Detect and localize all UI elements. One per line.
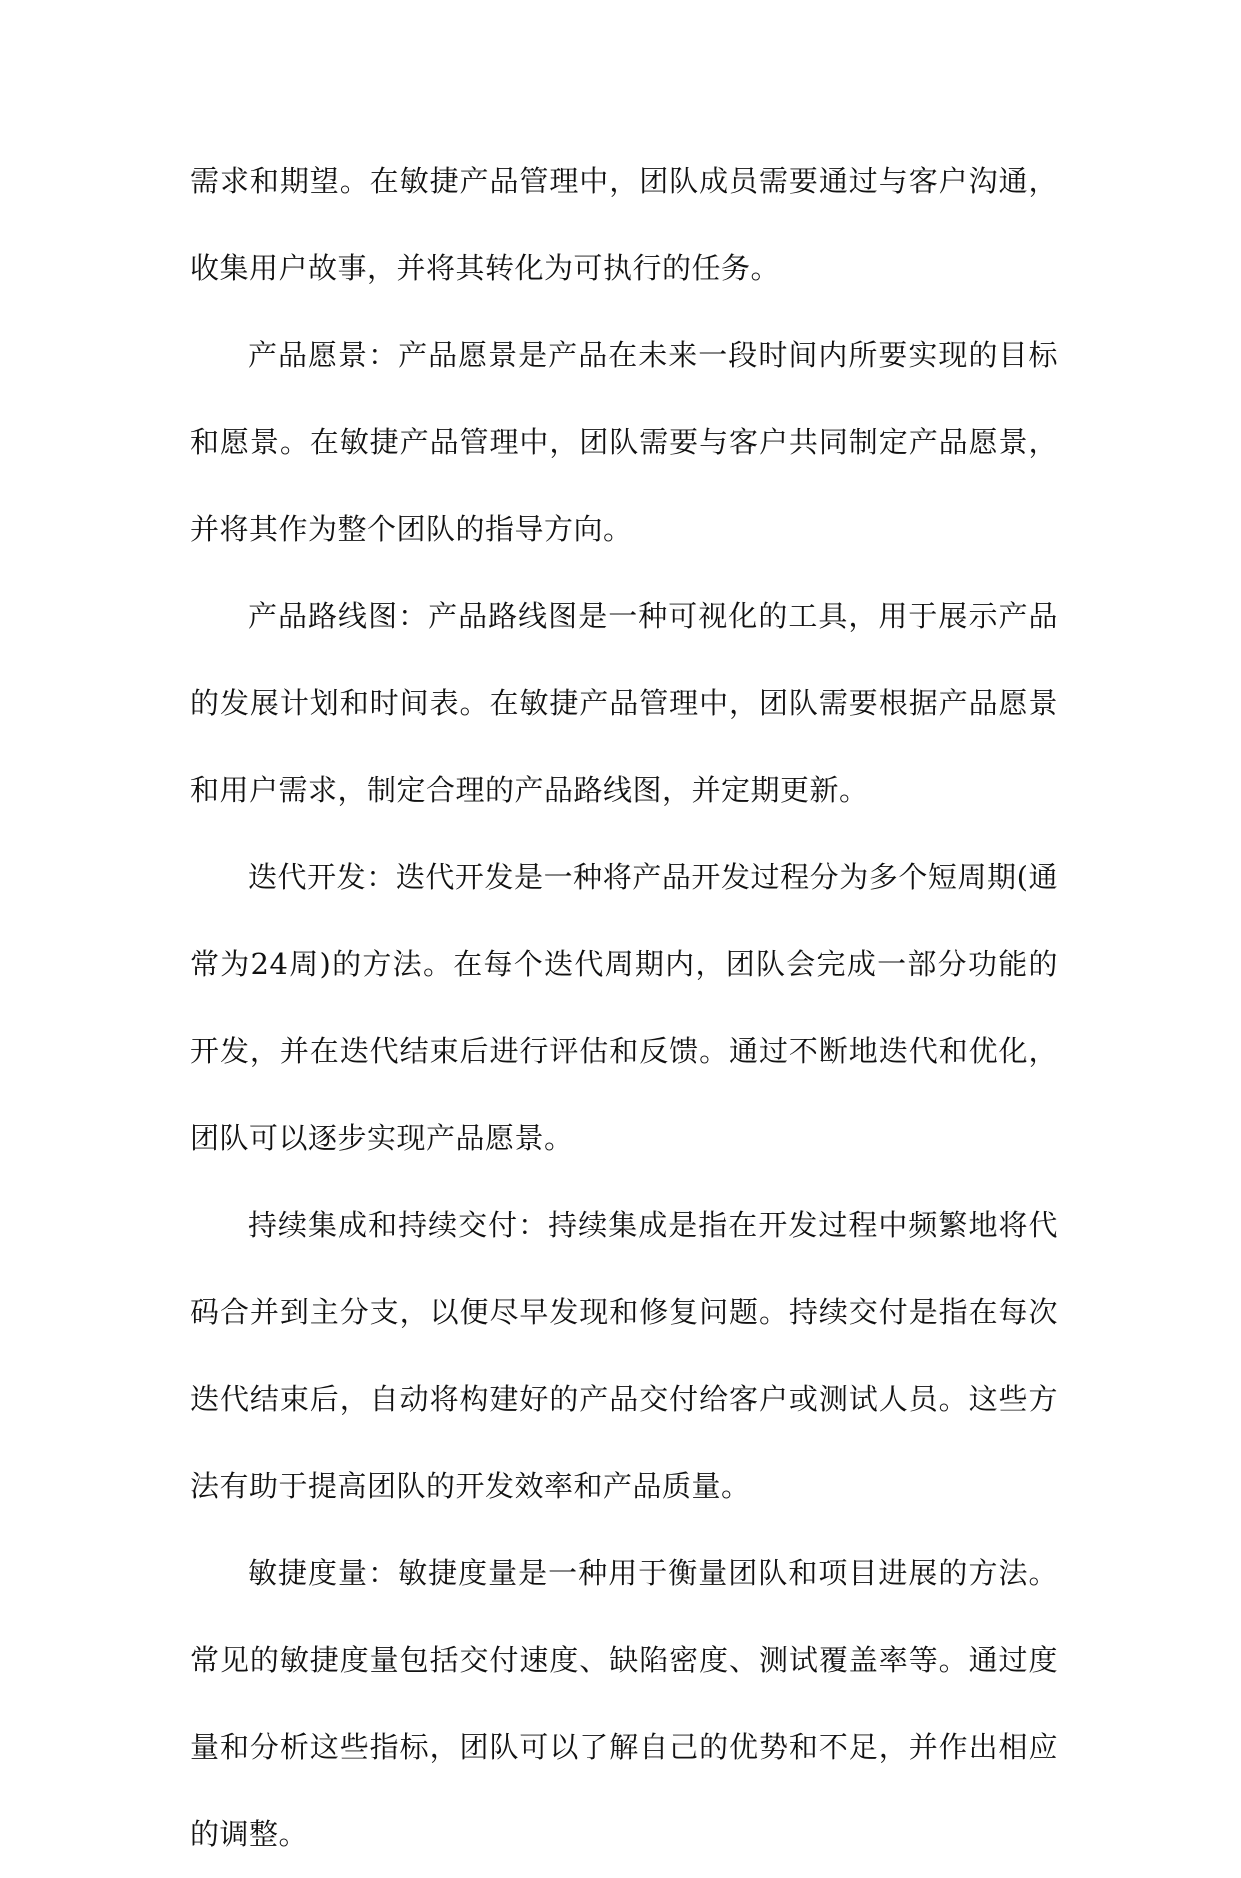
document-body (190, 138, 1058, 1878)
paragraph-agile-metrics: 敏捷度量：敏捷度量是一种用于衡量团队和项目进展的方法。常见的敏捷度量包括交付速度、缺陷密度、测试覆盖率等。通过度量和分析这些指标，团队可以了解自己的优势和不足，并作出相应的调整。 (190, 1556, 1058, 1851)
paragraph-iterative-development: 迭代开发：迭代开发是一种将产品开发过程分为多个短周期(通常为24周)的方法。在每个迭代周期内，团队会完成一部分功能的开发，并在迭代结束后进行评估和反馈。通过不断地迭代和优化，团队可以逐步实现产品愿景。 (190, 860, 1058, 1155)
paragraph-continuation: 需求和期望。在敏捷产品管理中，团队成员需要通过与客户沟通，收集用户故事，并将其转化为可执行的任务。 (190, 164, 1058, 285)
paragraph-product-vision: 产品愿景：产品愿景是产品在未来一段时间内所要实现的目标和愿景。在敏捷产品管理中，团队需要与客户共同制定产品愿景，并将其作为整个团队的指导方向。 (190, 338, 1058, 546)
paragraph-product-roadmap: 产品路线图：产品路线图是一种可视化的工具，用于展示产品的发展计划和时间表。在敏捷产品管理中，团队需要根据产品愿景和用户需求，制定合理的产品路线图，并定期更新。 (190, 599, 1058, 807)
paragraph-continuous-integration: 持续集成和持续交付：持续集成是指在开发过程中频繁地将代码合并到主分支，以便尽早发现和修复问题。持续交付是指在每次迭代结束后，自动将构建好的产品交付给客户或测试人员。这些方法有助于提高团队的开发效率和产品质量。 (190, 1208, 1058, 1503)
